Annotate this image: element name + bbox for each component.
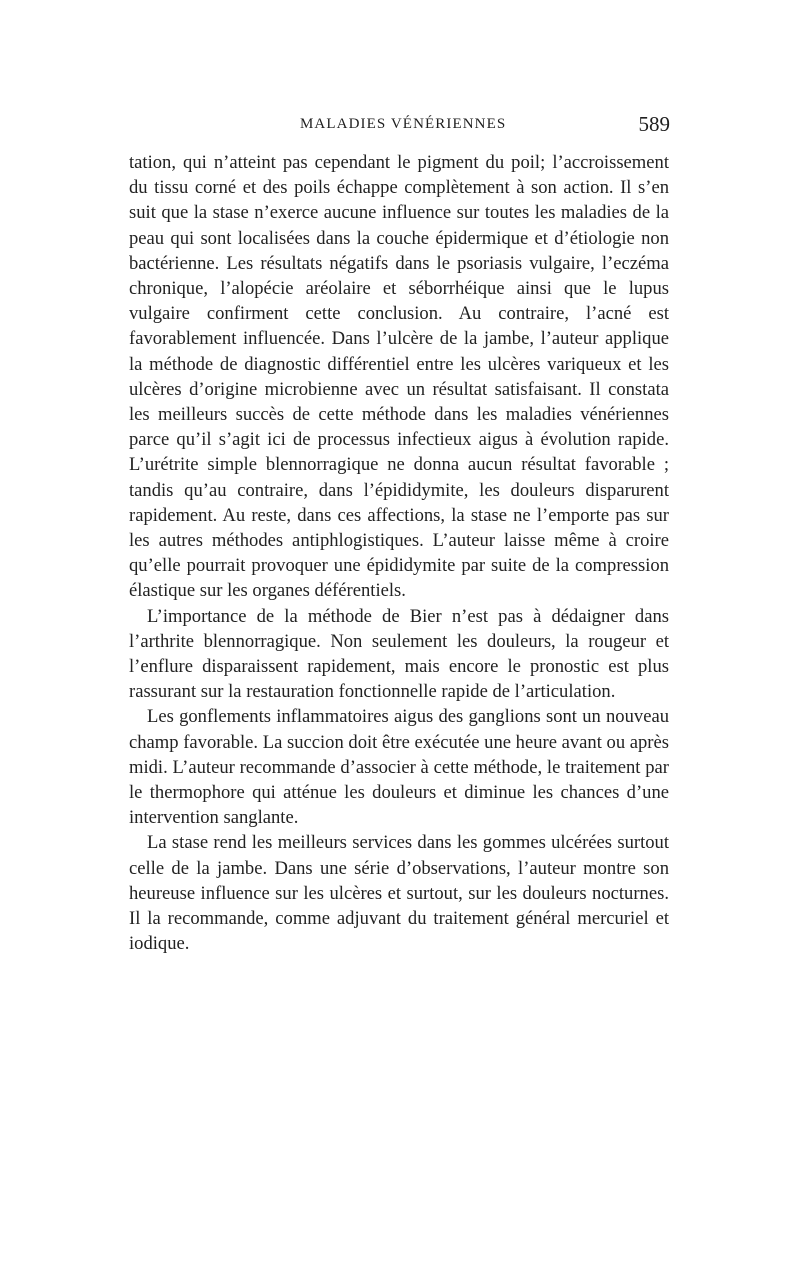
running-head [129, 112, 670, 146]
paragraph-2: L’importance de la méthode de Bier n’est pas à dédaigner dans l’arthrite blennorragique. Non seulement les douleurs, la rougeur et l’enflure disparaissent rapidement, mais encore le pronostic est plus rassurant sur la restauration fonctionnelle rapide de l’articulation. [129, 605, 669, 703]
book-page [129, 112, 670, 957]
body-text [129, 150, 669, 957]
paragraph-1: tation, qui n’atteint pas cependant le pigment du poil; l’accroissement du tissu corné et des poils échappe complètement à son action. Il s’en suit que la stase n’exerce aucune influence sur toutes les maladies de la peau qui sont localisées dans la couche épidermique et d’étiologie non bactérienne. Les résultats négatifs dans le psoriasis vulgaire, l’eczéma chronique, l’alopécie aréolaire et séborrhéique ainsi que le lupus vulgaire confirment cette conclusion. Au contraire, l’acné est favorablement influencée. Dans l’ulcère de la jambe, l’auteur applique la méthode de diagnostic différentiel entre les ulcères variqueux et les ulcères d’origine microbienne avec un résultat satisfaisant. Il constata les meilleurs succès de cette méthode dans les maladies vénériennes parce qu’il s’agit ici de processus infectieux aigus à évolution rapide. L’urétrite simple blennorragique ne donna aucun résultat favorable ; tandis qu’au contraire, dans l’épididymite, les douleurs disparurent rapidement. Au reste, dans ces affections, la stase ne l’emporte pas sur les autres méthodes antiphlogistiques. L’auteur laisse même à croire qu’elle pourrait provoquer une épididymite par suite de la compression élastique sur les organes déférentiels. [129, 152, 669, 602]
paragraph-4: La stase rend les meilleurs services dans les gommes ulcérées surtout celle de la jambe. Dans une série d’observations, l’auteur montre son heureuse influence sur les ulcères et surtout, sur les douleurs nocturnes. Il la recommande, comme adjuvant du traitement général mercuriel et iodique. [129, 832, 669, 955]
page-number: 589 [638, 112, 670, 136]
paragraph-3: Les gonflements inflammatoires aigus des ganglions sont un nouveau champ favorable. La succion doit être exécutée une heure avant ou après midi. L’auteur recommande d’associer à cette méthode, le traitement par le thermophore qui atténue les douleurs et diminue les chances d’une intervention sanglante. [129, 706, 669, 829]
running-title: MALADIES VÉNÉRIENNES [300, 116, 507, 132]
